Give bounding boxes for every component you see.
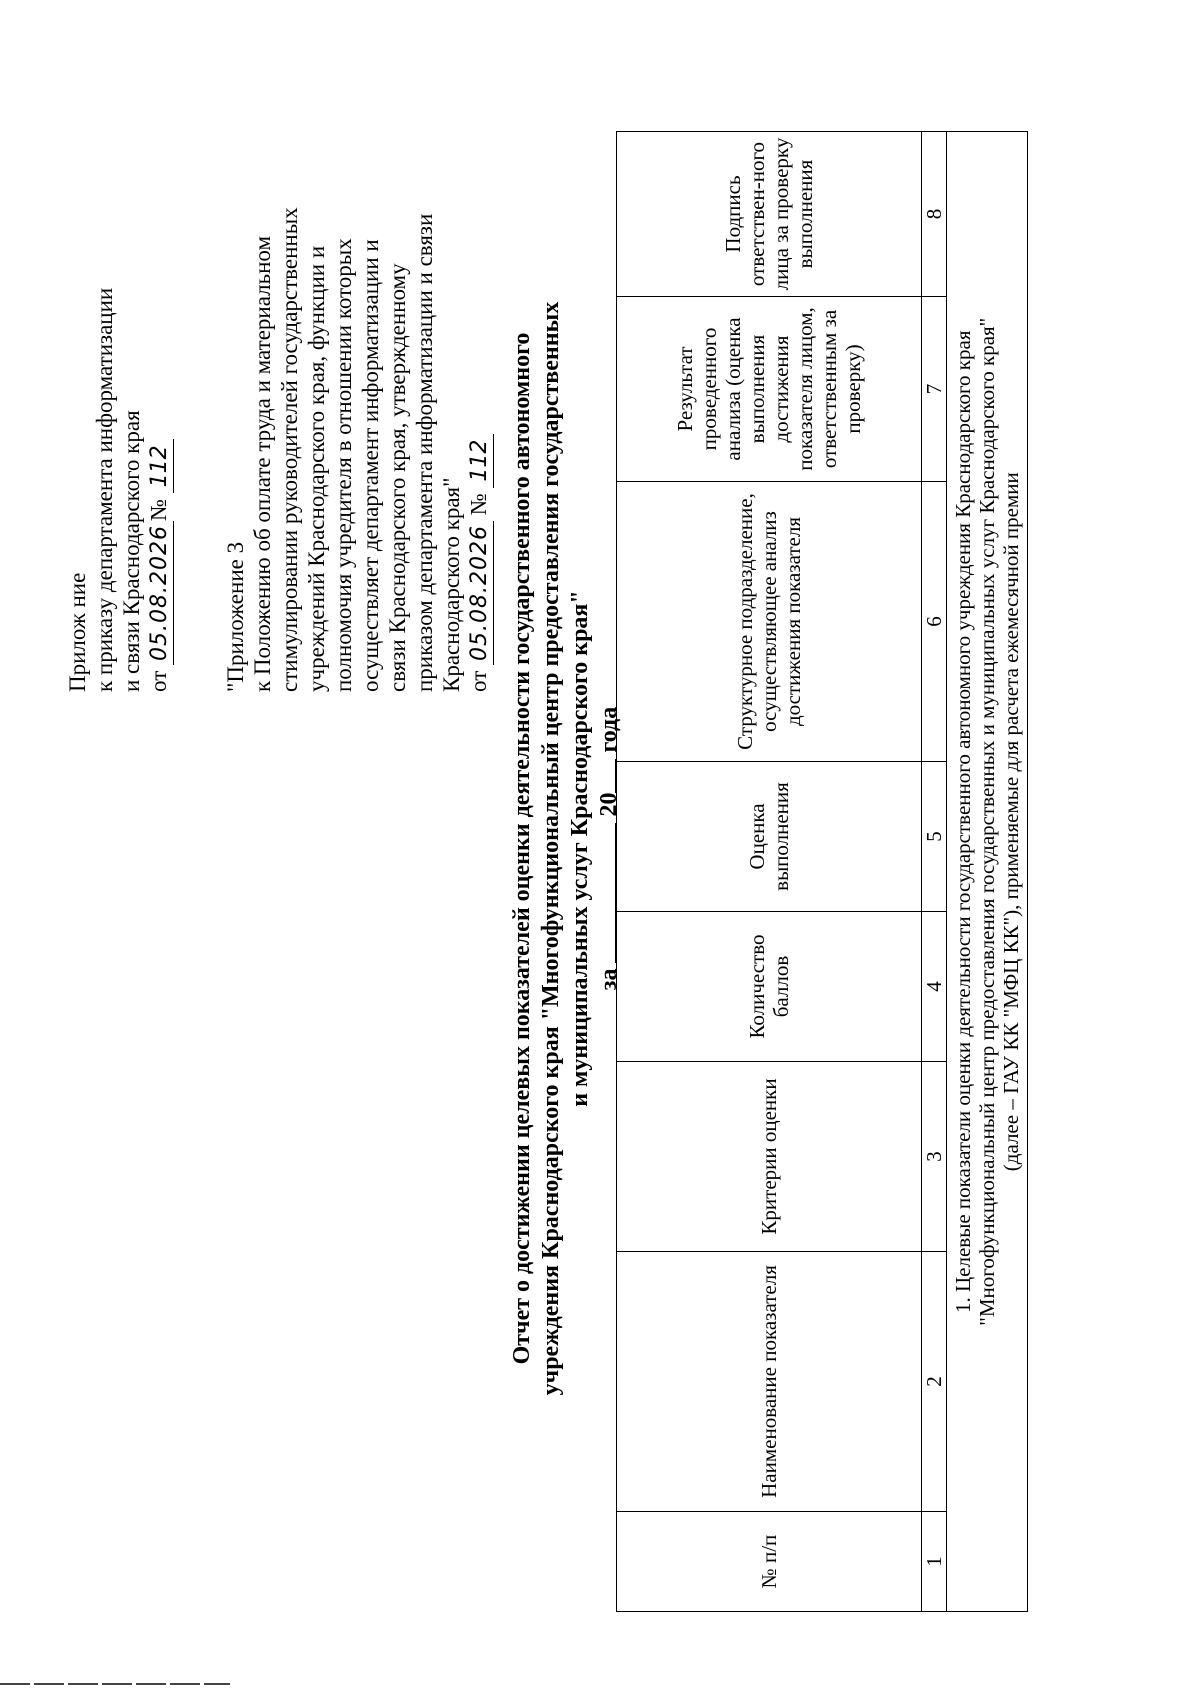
appendix3-number-prefix: № bbox=[466, 493, 491, 516]
appendix3-line-6: связи Краснодарского края, утвержденному bbox=[385, 263, 410, 692]
section-1-line-3: (далее – ГАУ КК "МФЦ КК"), применяемые для расчета ежемесячной премии bbox=[999, 472, 1023, 1172]
column-number-cell: 2 bbox=[922, 1252, 947, 1512]
report-title-line-1: Отчет о достижении целевых показателей оценки деятельности государственного автономного bbox=[509, 332, 535, 1365]
appendix3-line-3: учреждений Краснодарского края, функции и bbox=[304, 245, 329, 692]
appendix-date-prefix: от bbox=[146, 670, 171, 692]
appendix-header bbox=[64, 132, 174, 692]
header-cell-indicator-name: Наименование показателя bbox=[617, 1252, 922, 1512]
header-cell-criteria: Критерии оценки bbox=[617, 1062, 922, 1252]
appendix3-line-2: стимулировании руководителей государственных bbox=[277, 207, 302, 692]
section-1-row bbox=[947, 132, 1028, 1612]
column-number-cell: 3 bbox=[922, 1062, 947, 1252]
section-1-text-cell bbox=[947, 132, 1028, 1512]
appendix3-date-handwritten: 05.08.2026 bbox=[466, 521, 494, 665]
appendix3-title: "Приложение 3 bbox=[223, 541, 248, 692]
column-number-cell: 4 bbox=[922, 912, 947, 1062]
appendix-line-2: и связи Краснодарского края bbox=[119, 410, 144, 692]
appendix3-header bbox=[222, 2, 494, 692]
appendix3-line-4: полномочия учредителя в отношении которых bbox=[331, 238, 356, 692]
appendix-date-handwritten: 05.08.2026 bbox=[146, 521, 174, 665]
report-title-line-2: учреждения Краснодарского края "Многофункциональный центр предоставления государственных bbox=[538, 301, 564, 1396]
appendix-number-handwritten: 112 bbox=[146, 439, 174, 493]
column-number-cell: 7 bbox=[922, 297, 947, 482]
section-1-empty-cell bbox=[947, 1512, 1028, 1612]
column-number-cell: 6 bbox=[922, 482, 947, 762]
appendix3-line-7: приказом департамента информатизации и связи bbox=[412, 213, 437, 692]
period-month-blank bbox=[595, 823, 616, 963]
period-suffix: года bbox=[596, 706, 622, 753]
scan-edge-artifact bbox=[0, 1683, 230, 1685]
section-1-line-2: "Многофункциональный центр предоставления государственных и муниципальных услуг Краснодарского края" bbox=[975, 317, 999, 1326]
appendix3-date-prefix: от bbox=[466, 670, 491, 692]
table-header-row bbox=[617, 132, 922, 1612]
header-cell-points: Количество баллов bbox=[617, 912, 922, 1062]
column-number-cell: 8 bbox=[922, 132, 947, 297]
header-cell-assessment: Оценка выполнения bbox=[617, 762, 922, 912]
appendix3-date-line bbox=[465, 2, 494, 692]
appendix-line-1: к приказу департамента информатизации bbox=[92, 287, 117, 692]
period-year-blank bbox=[595, 759, 616, 793]
period-prefix: за bbox=[596, 968, 622, 991]
appendix-date-line bbox=[145, 132, 174, 692]
appendix3-number-handwritten: 112 bbox=[466, 434, 494, 488]
appendix3-line-1: к Положению об оплате труда и материальном bbox=[250, 235, 275, 692]
column-number-cell: 1 bbox=[922, 1512, 947, 1612]
header-cell-analysis-result: Результат проведенного анализа (оценка выполнения достижения показателя лицом, ответственным за проверку) bbox=[617, 297, 922, 482]
report-title-line-3: и муниципальных услуг Краснодарского края" bbox=[567, 590, 593, 1107]
column-number-row bbox=[922, 132, 947, 1612]
report-title bbox=[508, 0, 624, 1697]
header-cell-department: Структурное подразделение, осуществляющее анализ достижения показателя bbox=[617, 482, 922, 762]
appendix-number-prefix: № bbox=[146, 499, 171, 522]
section-1-line-1: 1. Целевые показатели оценки деятельности государственного автономного учреждения Краснодарского края bbox=[951, 330, 975, 1313]
appendix-title: Прилож ние bbox=[65, 572, 90, 692]
column-number-cell: 5 bbox=[922, 762, 947, 912]
appendix3-line-5: осуществляет департамент информатизации и bbox=[358, 239, 383, 692]
header-cell-signature: Подпись ответствен-ного лица за проверку выполнения bbox=[617, 132, 922, 297]
appendix3-line-8: Краснодарского края" bbox=[439, 477, 464, 692]
report-table bbox=[616, 131, 1028, 1612]
header-cell-number: № п/п bbox=[617, 1512, 922, 1612]
period-year-prefix: 20 bbox=[596, 792, 622, 817]
